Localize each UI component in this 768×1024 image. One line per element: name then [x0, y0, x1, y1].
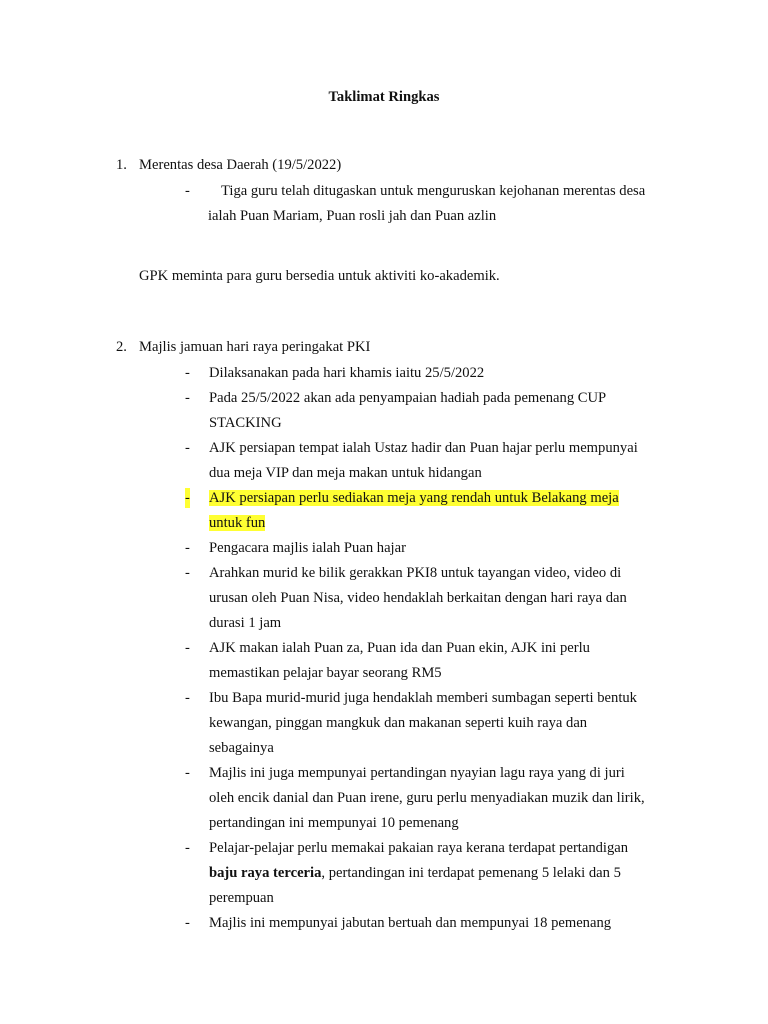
bullet-item — [209, 636, 679, 686]
bullet-dash: - — [185, 390, 190, 406]
bullet-dash: - — [185, 690, 190, 706]
bullet-dash: - — [185, 565, 190, 581]
bullet-item-line: STACKING — [209, 415, 282, 431]
bullet-item-line: oleh encik danial dan Puan irene, guru perlu menyadiakan muzik dan lirik, — [209, 790, 645, 806]
section-2-heading: Majlis jamuan hari raya peringakat PKI — [139, 339, 371, 355]
section-1-bullet-line-1: Tiga guru telah ditugaskan untuk menguruskan kejohanan merentas desa — [221, 183, 646, 199]
bullet-item — [209, 486, 679, 536]
bullet-item-line: urusan oleh Puan Nisa, video hendaklah berkaitan dengan hari raya dan — [209, 590, 627, 606]
bullet-item-line: Pada 25/5/2022 akan ada penyampaian hadiah pada pemenang CUP — [209, 390, 607, 406]
bullet-item — [209, 761, 679, 836]
gpk-paragraph: GPK meminta para guru bersedia untuk aktiviti ko-akademik. — [139, 268, 500, 284]
bullet-item-line: AJK persiapan perlu sediakan meja yang rendah untuk Belakang meja — [209, 490, 619, 506]
bullet-item-line: untuk fun — [209, 515, 266, 531]
bullet-item-line: Arahkan murid ke bilik gerakkan PKI8 untuk tayangan video, video di — [209, 565, 622, 581]
bullet-dash: - — [185, 490, 190, 506]
bullet-item-line: AJK makan ialah Puan za, Puan ida dan Puan ekin, AJK ini perlu — [209, 640, 590, 656]
bullet-dash: - — [185, 540, 190, 556]
bullet-item-text: , pertandingan ini terdapat pemenang 5 lelaki dan 5 — [321, 865, 621, 881]
bullet-item-line — [209, 861, 679, 886]
bullet-item-line: memastikan pelajar bayar seorang RM5 — [209, 665, 442, 681]
bullet-item-line: Majlis ini juga mempunyai pertandingan nyayian lagu raya yang di juri — [209, 765, 625, 781]
bullet-item-line: sebagainya — [209, 740, 274, 756]
bullet-item-line: perempuan — [209, 890, 274, 906]
bullet-item-line: kewangan, pinggan mangkuk dan makanan seperti kuih raya dan — [209, 715, 588, 731]
bullet-dash: - — [185, 640, 190, 656]
bullet-dash: - — [185, 840, 190, 856]
bold-emphasis: baju raya terceria — [209, 865, 322, 881]
section-1-bullet-dash: - — [185, 183, 190, 199]
bullet-item — [209, 561, 679, 636]
bullet-item-line: pertandingan ini mempunyai 10 pemenang — [209, 815, 459, 831]
bullet-item-line: AJK persiapan tempat ialah Ustaz hadir dan Puan hajar perlu mempunyai — [209, 440, 638, 456]
document-title: Taklimat Ringkas — [328, 89, 440, 105]
bullet-dash: - — [185, 440, 190, 456]
bullet-item-line: Majlis ini mempunyai jabutan bertuah dan mempunyai 18 pemenang — [209, 915, 612, 931]
bullet-item — [209, 536, 679, 561]
bullet-item — [209, 836, 679, 911]
section-2-number: 2. — [116, 339, 127, 355]
bullet-dash: - — [185, 365, 190, 381]
bullet-item — [209, 911, 679, 936]
bullet-item-line: Pelajar-pelajar perlu memakai pakaian raya kerana terdapat pertandigan — [209, 840, 629, 856]
bullet-item-line: Ibu Bapa murid-murid juga hendaklah memberi sumbagan seperti bentuk — [209, 690, 637, 706]
bullet-item-line: durasi 1 jam — [209, 615, 282, 631]
section-1-number: 1. — [116, 157, 127, 173]
bullet-item — [209, 361, 679, 386]
bullet-dash: - — [185, 765, 190, 781]
bullet-dash: - — [185, 915, 190, 931]
bullet-item — [209, 386, 679, 436]
bullet-item — [209, 686, 679, 761]
section-1-heading: Merentas desa Daerah (19/5/2022) — [139, 157, 342, 173]
bullet-item-line: Dilaksanakan pada hari khamis iaitu 25/5/2022 — [209, 365, 485, 381]
bullet-item — [209, 436, 679, 486]
bullet-item-line: dua meja VIP dan meja makan untuk hidangan — [209, 465, 482, 481]
section-1-bullet-line-2: ialah Puan Mariam, Puan rosli jah dan Puan azlin — [208, 208, 497, 224]
bullet-item-line: Pengacara majlis ialah Puan hajar — [209, 540, 406, 556]
